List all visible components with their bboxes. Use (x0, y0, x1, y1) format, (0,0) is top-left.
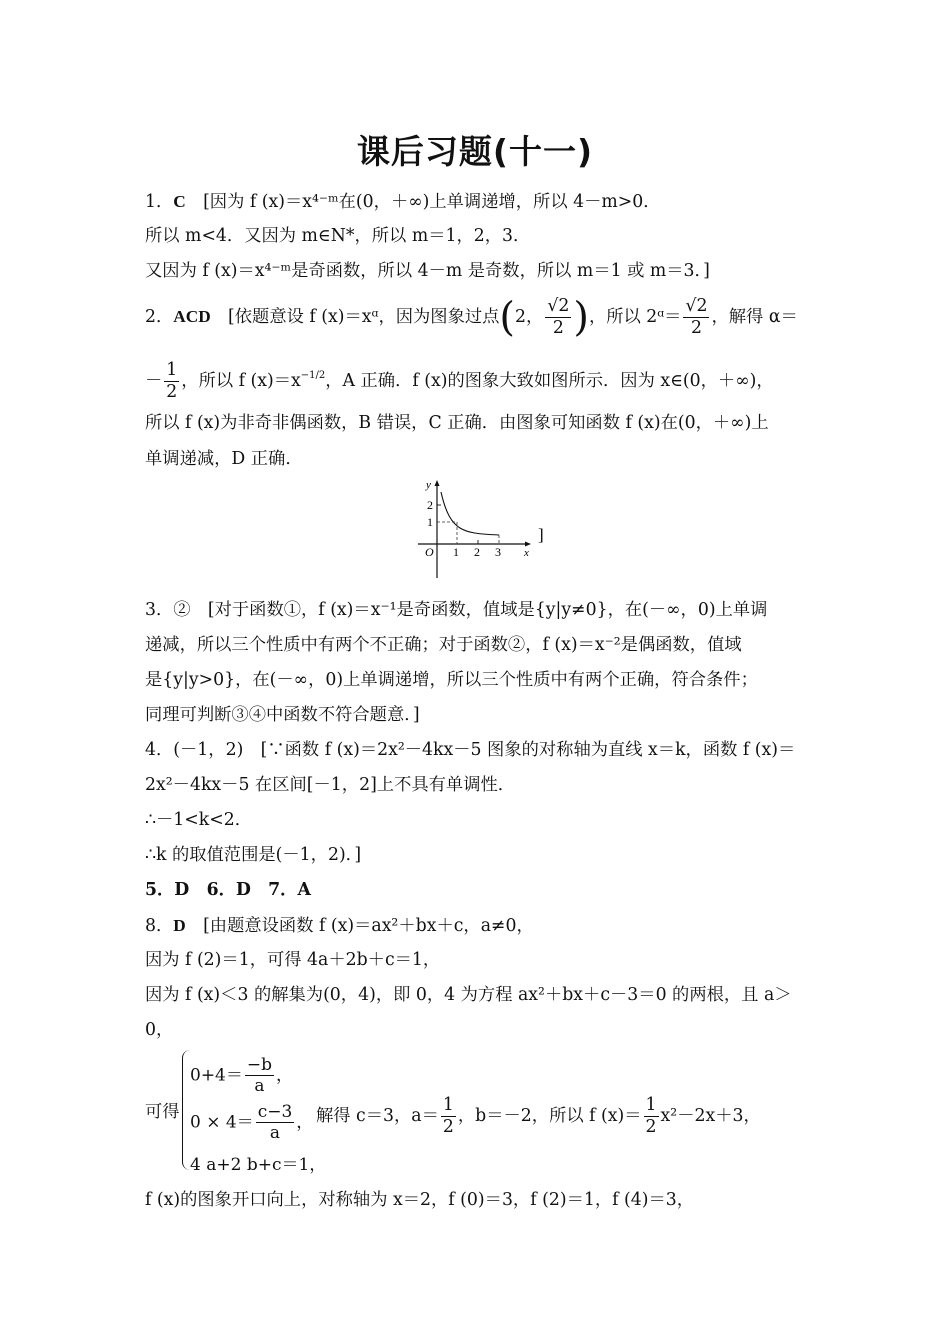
q3-line-2: 递减，所以三个性质中有两个不正确；对于函数②，f (x)＝x⁻²是偶函数，值域 (145, 635, 742, 655)
sys1-fraction (245, 1055, 274, 1097)
x-tick-2: 2 (474, 545, 480, 559)
q8-kede: 可得 (145, 1102, 180, 1122)
q4-line-2: 2x²－4kx－5 在区间[－1，2]上不具有单调性． (145, 775, 516, 795)
sys1-left: 0+4＝ (190, 1065, 243, 1086)
q8-line-3: 因为 f (x)＜3 的解集为(0，4)，即 0，4 为方程 ax²＋bx＋c－3＝0 的两根，且 a＞ (145, 985, 792, 1005)
q4-line-1 (145, 742, 795, 759)
sol-f-den: 2 (645, 1116, 657, 1137)
q2-rhs-den: 2 (690, 317, 702, 338)
q4-text-1: [∵函数 f (x)＝2x²－4kx－5 图象的对称轴为直线 x＝k，函数 f (x)＝ (260, 740, 796, 760)
q8-last-line: f (x)的图象开口向上，对称轴为 x＝2，f (0)＝3，f (2)＝1，f (4)＝3， (145, 1190, 695, 1210)
q1-line-1 (145, 193, 661, 211)
q1-text-1: [因为 f (x)＝x⁴⁻ᵐ在(0，＋∞)上单调递增，所以 4－m>0． (203, 192, 661, 212)
q2-point-x: 2， (515, 306, 544, 327)
sys2-left: 0 × 4＝ (190, 1112, 254, 1133)
q2-den: 2 (552, 317, 564, 338)
q2-line-3: 所以 f (x)为非奇非偶函数，B 错误，C 正确．由图象可知函数 f (x)在(0，＋∞)上 (145, 413, 769, 433)
sol-f-num: 1 (645, 1095, 657, 1115)
q1-answer: C (173, 192, 186, 211)
q8-number: 8． (145, 916, 174, 936)
q2-line-1: 2．ACD [依题意设 f (x)＝xᵅ，因为图象过点(2， $\frac{√2}{2}$ )，所以 2ᵅ＝ $\frac{√2}{2}$ ，解得 α＝ (145, 294, 798, 341)
q2-half-den: 2 (166, 381, 178, 402)
q3-line-1 (145, 602, 767, 619)
q8-text-1: [由题意设函数 f (x)＝ax²＋bx＋c，a≠0， (203, 916, 534, 936)
q2-line-4: 单调递减，D 正确． (145, 449, 303, 469)
q2-text-2b: ，所以 f (x)＝x (181, 370, 301, 391)
q8-line-4: 0， (145, 1020, 174, 1040)
x-tick-1: 1 (453, 545, 459, 559)
sol-text-a: 解得 c＝3，a＝ (316, 1105, 439, 1126)
q3-number: 3． (145, 600, 174, 620)
q4-line-4: ∴k 的取值范围是(－1，2)．] (145, 845, 362, 865)
x-axis-arrow (525, 542, 531, 547)
q4-line-3: ∴－1<k<2． (145, 810, 252, 830)
q2-close-bracket: ] (538, 525, 544, 544)
q4-number: 4． (145, 740, 174, 760)
q5-q7-answers: 5．D 6．D 7．A (145, 880, 311, 900)
sol-f-fraction (644, 1095, 659, 1138)
sol-a-fraction (441, 1095, 456, 1138)
q2-half-fraction (164, 360, 179, 403)
sys2-num: c−3 (257, 1102, 293, 1122)
system-eq-3: 4 a+2 b+c＝1， (190, 1155, 327, 1175)
q2-text-1c: ，解得 α＝ (711, 306, 798, 327)
x-tick-3: 3 (495, 545, 501, 559)
sys1-den: a (254, 1076, 265, 1097)
y-tick-1: 1 (427, 515, 433, 529)
power-function-graph (410, 478, 560, 580)
q8-line-1 (145, 917, 534, 935)
q3-text-1: [对于函数①，f (x)＝x⁻¹是奇函数，值域是{y|y≠0}，在(－∞，0)上单调 (207, 600, 768, 620)
q1-line-3: 又因为 f (x)＝x⁴⁻ᵐ是奇函数，所以 4－m 是奇数，所以 m＝1 或 m＝3．] (145, 261, 710, 281)
q2-rhs-fraction (683, 296, 709, 339)
q2-sqrt-num: √2 (547, 296, 570, 316)
q2-exponent: −1/2 (300, 369, 326, 381)
sol-text-c: x²－2x＋3， (660, 1105, 761, 1126)
q2-half-num: 1 (166, 360, 178, 380)
q4-answer: (－1，2) (173, 740, 244, 760)
y-tick-2: 2 (427, 498, 433, 512)
q2-rhs-num: √2 (685, 296, 708, 316)
page-title: 课后习题(十一) (356, 132, 594, 171)
q8-line-2: 因为 f (2)＝1，可得 4a＋2b＋c＝1， (145, 950, 441, 970)
system-eq-1: 0+4＝ $\frac{-b}{a}$ ， (190, 1055, 294, 1097)
q2-text-1b: ，所以 2ᵅ＝ (588, 306, 682, 327)
q3-line-3: 是{y|y>0}，在(－∞，0)上单调递增，所以三个性质中有两个正确，符合条件； (145, 670, 758, 690)
q1-line-2: 所以 m<4．又因为 m∈N*，所以 m＝1，2，3． (145, 226, 531, 246)
q3-answer: ② (173, 600, 191, 620)
y-axis-arrow (435, 480, 440, 486)
sol-a-num: 1 (442, 1095, 454, 1115)
q1-number: 1． (145, 192, 174, 212)
sys2-den: a (269, 1123, 281, 1144)
sol-text-b: ，b＝－2，所以 f (x)＝ (457, 1105, 642, 1126)
origin-label: O (425, 545, 434, 559)
q2-point-y-fraction (545, 296, 571, 339)
q2-line-2 (145, 360, 774, 403)
q2-text-1a: [依题意设 f (x)＝xᵅ，因为图象过点 (228, 306, 500, 327)
function-curve (441, 492, 499, 535)
q3-line-4: 同理可判断③④中函数不符合题意．] (145, 705, 420, 725)
y-axis-label: y (426, 479, 431, 491)
q2-text-2c: ，A 正确．f (x)的图象大致如图所示．因为 x∈(0，＋∞)， (325, 370, 774, 391)
q8-solution (316, 1095, 761, 1138)
q2-answer: ACD (173, 306, 211, 326)
q8-answer: D (173, 916, 186, 935)
sys1-num: −b (246, 1055, 273, 1075)
q2-number: 2． (145, 306, 174, 327)
x-axis-label: x (524, 547, 529, 559)
system-eq-2: 0 × 4＝ $\frac{c-3}{a}$ ， (190, 1102, 314, 1144)
sol-a-den: 2 (442, 1116, 454, 1137)
sys2-fraction (256, 1102, 295, 1144)
q2-minus: － (145, 370, 163, 391)
